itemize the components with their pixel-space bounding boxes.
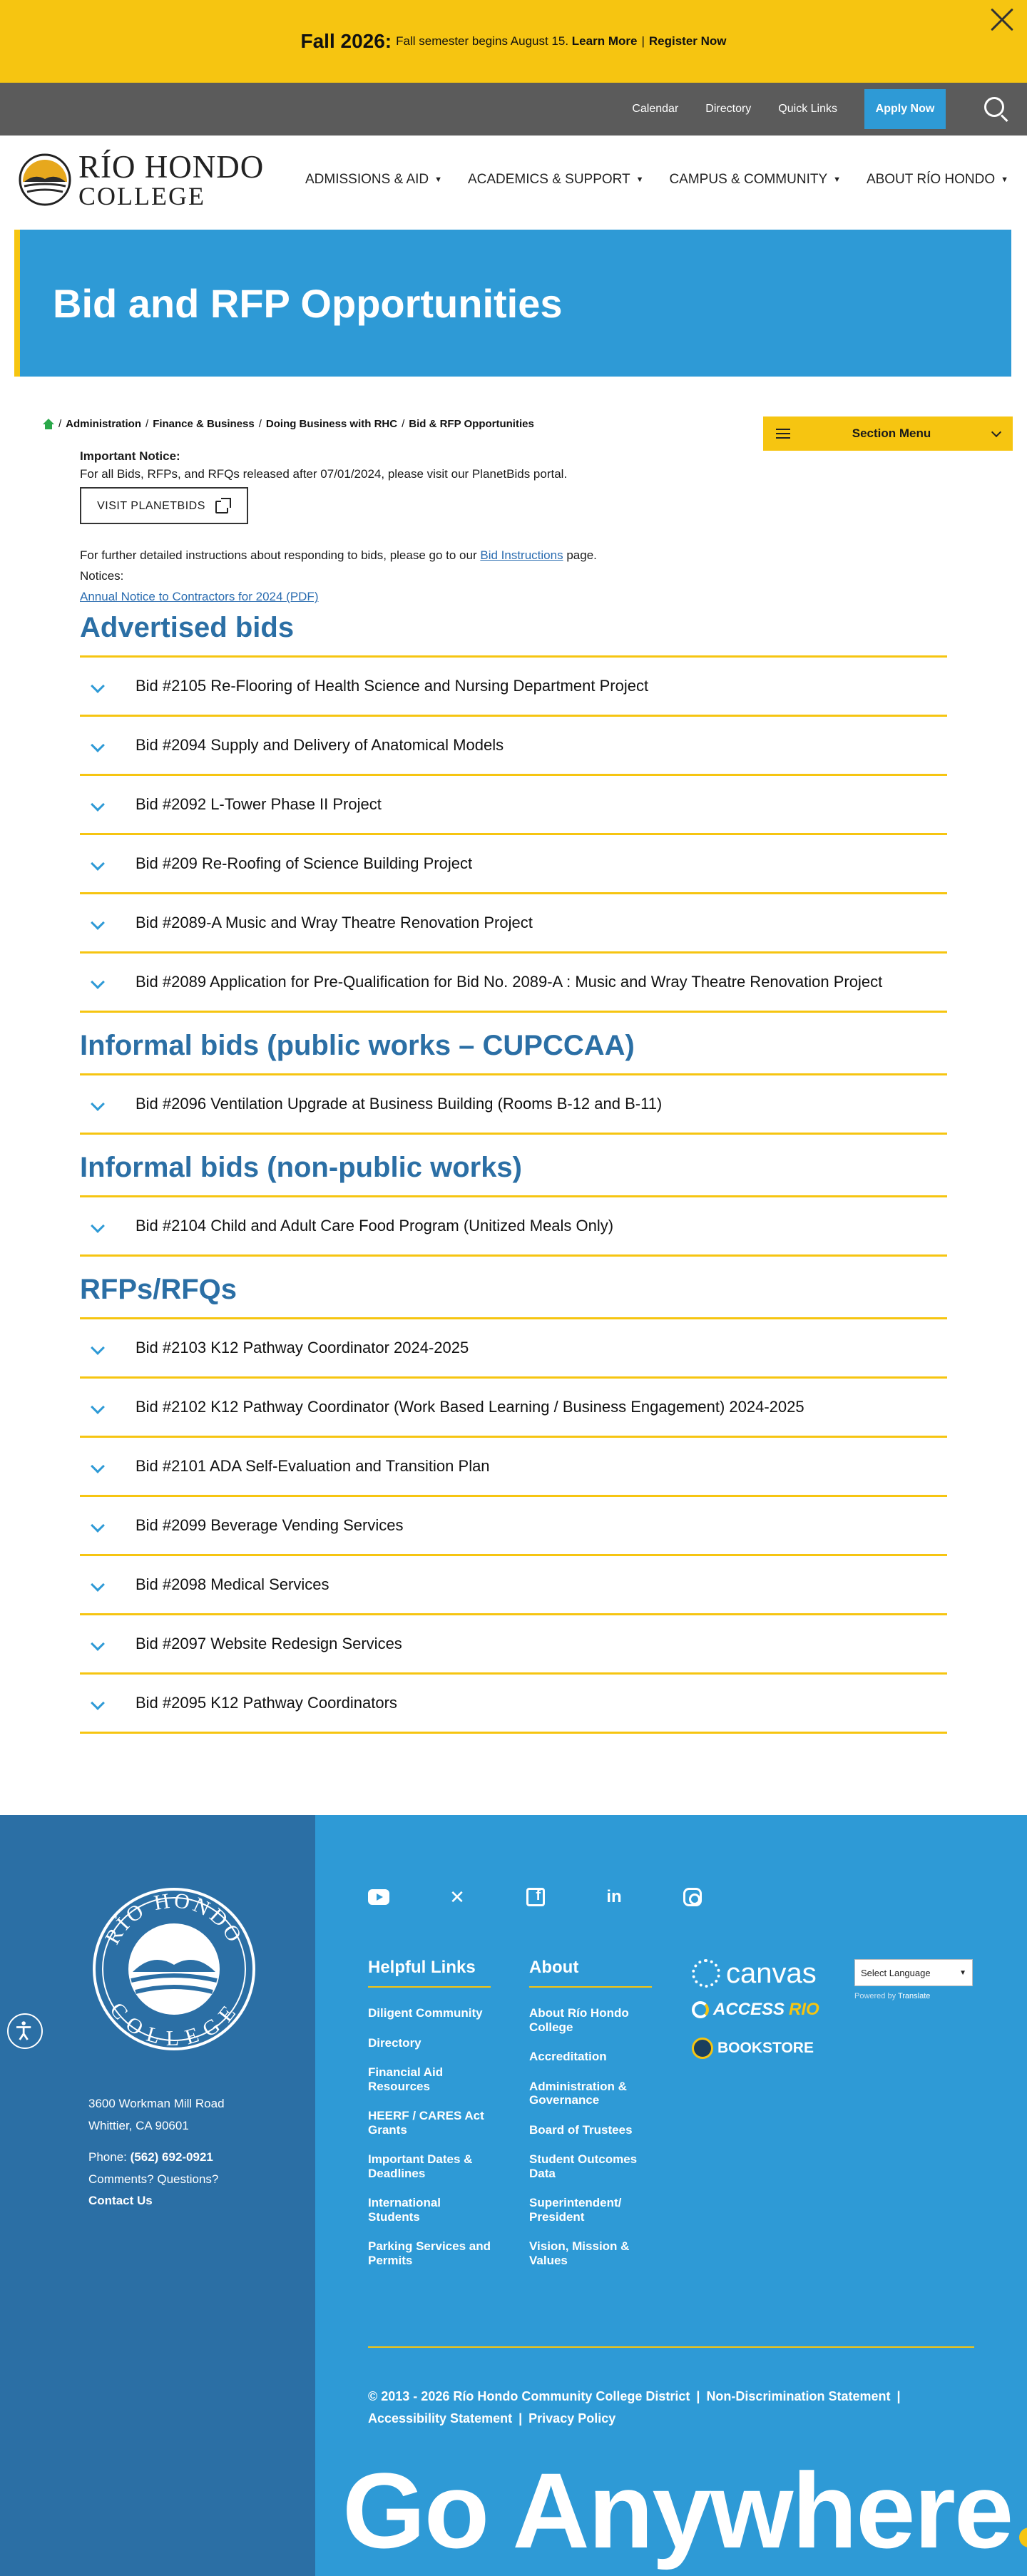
nav-label: CAMPUS & COMMUNITY bbox=[669, 172, 828, 187]
about-link[interactable]: Accreditation bbox=[529, 2050, 607, 2064]
calendar-link[interactable]: Calendar bbox=[632, 103, 679, 115]
logo-mark-icon bbox=[19, 153, 71, 206]
canvas-link[interactable] bbox=[692, 1958, 819, 1989]
chevron-down-icon bbox=[91, 797, 105, 812]
accordion-list bbox=[80, 1317, 947, 1734]
chevron-down-icon bbox=[91, 1637, 105, 1651]
breadcrumb bbox=[43, 418, 534, 430]
accordion-label: Bid #2098 Medical Services bbox=[136, 1575, 329, 1593]
non-discrimination-link[interactable]: Non-Discrimination Statement bbox=[706, 2389, 891, 2403]
accordion-label: Bid #2089-A Music and Wray Theatre Renovation Project bbox=[136, 913, 533, 931]
logo-name: RÍO HONDO bbox=[78, 148, 265, 185]
breadcrumb-current: Bid & RFP Opportunities bbox=[409, 418, 534, 430]
footer bbox=[0, 1815, 1027, 2576]
accordion-item[interactable] bbox=[80, 1438, 947, 1497]
language-select-value: Select Language bbox=[861, 1967, 931, 1978]
helpful-link[interactable]: HEERF / CARES Act Grants bbox=[368, 2109, 484, 2137]
accordion-label: Bid #2101 ADA Self-Evaluation and Transition Plan bbox=[136, 1456, 490, 1475]
bid-instructions bbox=[80, 546, 947, 608]
caret-down-icon: ▼ bbox=[635, 175, 644, 184]
accordion-item[interactable] bbox=[80, 1197, 947, 1257]
comments-label: Comments? Questions? bbox=[88, 2172, 219, 2186]
youtube-icon[interactable] bbox=[368, 1886, 389, 1908]
tagline-dot bbox=[1019, 2528, 1027, 2547]
breadcrumb-separator: / bbox=[258, 418, 262, 430]
copyright: © 2013 - 2026 Río Hondo Community College District | Non-Discrimination Statement | Accessibility Statement | Privacy Policy bbox=[368, 2389, 901, 2426]
access-rio-icon bbox=[692, 2001, 709, 2018]
footer-divider bbox=[368, 2346, 974, 2348]
chevron-down-icon bbox=[91, 857, 105, 871]
helpful-link[interactable]: International Students bbox=[368, 2196, 441, 2224]
canvas-label: canvas bbox=[726, 1957, 817, 1989]
accordion-item[interactable] bbox=[80, 717, 947, 776]
nav-admissions-aid[interactable] bbox=[305, 172, 442, 188]
accordion-list bbox=[80, 1195, 947, 1257]
planetbids-label: VISIT PLANETBIDS bbox=[97, 499, 205, 512]
helpful-link[interactable]: Directory bbox=[368, 2035, 421, 2050]
helpful-link[interactable]: Important Dates & Deadlines bbox=[368, 2152, 473, 2180]
bid-sections bbox=[80, 612, 947, 1734]
caret-down-icon: ▼ bbox=[434, 175, 443, 184]
section-heading: Informal bids (public works – CUPCCAA) bbox=[80, 1029, 635, 1061]
footer-right-panel bbox=[315, 1815, 1027, 2576]
caret-down-icon: ▼ bbox=[959, 1968, 966, 1977]
phone-link[interactable]: (562) 692-0921 bbox=[130, 2150, 213, 2164]
helpful-link[interactable]: Financial Aid Resources bbox=[368, 2065, 444, 2093]
access-label: ACCESS bbox=[713, 2000, 785, 2019]
accessibility-icon[interactable] bbox=[7, 2013, 43, 2049]
visit-planetbids-button[interactable] bbox=[80, 487, 248, 524]
helpful-link[interactable]: Parking Services and Permits bbox=[368, 2239, 491, 2268]
hamburger-icon bbox=[776, 429, 790, 439]
about-link[interactable]: Student Outcomes Data bbox=[529, 2152, 638, 2180]
about-title: About bbox=[529, 1958, 652, 1988]
instructions-text: For further detailed instructions about responding to bids, please go to our bbox=[80, 548, 477, 563]
accordion-item[interactable] bbox=[80, 894, 947, 954]
accordion-item[interactable] bbox=[80, 1379, 947, 1438]
accessibility-statement-link[interactable]: Accessibility Statement bbox=[368, 2411, 513, 2426]
nav-label: ADMISSIONS & AID bbox=[305, 172, 429, 187]
nav-label: ABOUT RÍO HONDO bbox=[866, 172, 996, 187]
instructions-after: page. bbox=[566, 548, 597, 563]
seal-top-text: RÍO HONDO bbox=[101, 1888, 247, 1948]
about-link[interactable]: About Río Hondo College bbox=[529, 2006, 629, 2034]
tagline-text: Go Anywhere bbox=[342, 2450, 1013, 2570]
chevron-down-icon bbox=[91, 1518, 105, 1533]
instructions-line bbox=[80, 546, 947, 566]
accordion-list bbox=[80, 655, 947, 1013]
accordion-item[interactable] bbox=[80, 954, 947, 1013]
chevron-down-icon bbox=[91, 738, 105, 752]
privacy-policy-link[interactable]: Privacy Policy bbox=[528, 2411, 616, 2426]
chevron-down-icon bbox=[91, 1578, 105, 1592]
seal-bottom-text: COLLEGE bbox=[105, 1998, 243, 2050]
phone-line bbox=[88, 2147, 225, 2169]
page-title: Bid and RFP Opportunities bbox=[53, 280, 563, 326]
x-twitter-icon[interactable]: ✕ bbox=[449, 1886, 465, 1908]
section-menu-label: Section Menu bbox=[852, 426, 931, 440]
logo-sub: COLLEGE bbox=[78, 181, 205, 210]
college-seal-icon bbox=[91, 1886, 257, 2052]
about-links-list bbox=[529, 2006, 652, 2268]
helpful-links-column bbox=[368, 1958, 491, 2284]
hero-banner bbox=[14, 230, 1011, 377]
section-menu-button[interactable] bbox=[763, 416, 1013, 451]
alert-separator: | bbox=[641, 34, 645, 48]
breadcrumb-separator: / bbox=[58, 418, 62, 430]
nav-label: ACADEMICS & SUPPORT bbox=[467, 172, 630, 187]
google-translate-link[interactable]: Translate bbox=[897, 1992, 931, 2000]
address-line-2: Whittier, CA 90601 bbox=[88, 2118, 189, 2132]
chevron-down-icon bbox=[91, 1341, 105, 1355]
accordion-label: Bid #2097 Website Redesign Services bbox=[136, 1634, 402, 1652]
rio-label: RIO bbox=[789, 2000, 819, 2019]
canvas-icon bbox=[692, 1959, 720, 1988]
address-line-1: 3600 Workman Mill Road bbox=[88, 2097, 225, 2110]
language-select[interactable] bbox=[854, 1959, 973, 1986]
accordion-item[interactable] bbox=[80, 658, 947, 717]
about-link[interactable]: Administration & Governance bbox=[529, 2079, 627, 2107]
chevron-down-icon bbox=[91, 1696, 105, 1710]
breadcrumb-separator: / bbox=[402, 418, 405, 430]
annual-notice-link[interactable]: Annual Notice to Contractors for 2024 (PDF) bbox=[80, 590, 319, 604]
accordion-label: Bid #2102 K12 Pathway Coordinator (Work Based Learning / Business Engagement) 2024-2025 bbox=[136, 1397, 804, 1416]
helpful-links-list bbox=[368, 2006, 491, 2268]
about-link[interactable]: Board of Trustees bbox=[529, 2122, 633, 2137]
helpful-links-title: Helpful Links bbox=[368, 1958, 491, 1988]
bid-section bbox=[80, 1030, 947, 1135]
main-content bbox=[0, 448, 1027, 1734]
external-link-icon bbox=[215, 498, 231, 513]
footer-tagline bbox=[342, 2450, 1027, 2570]
chevron-down-icon bbox=[91, 916, 105, 930]
accordion-item[interactable] bbox=[80, 1497, 947, 1556]
instagram-icon[interactable] bbox=[682, 1886, 703, 1908]
section-heading: RFPs/RFQs bbox=[80, 1273, 237, 1305]
accordion-label: Bid #2089 Application for Pre-Qualification for Bid No. 2089-A : Music and Wray Theatre Renovation Project bbox=[136, 972, 883, 991]
bid-section bbox=[80, 1274, 947, 1734]
accordion-item[interactable] bbox=[80, 1319, 947, 1379]
home-icon[interactable] bbox=[43, 419, 54, 430]
accordion-label: Bid #209 Re-Roofing of Science Building Project bbox=[136, 854, 473, 872]
apply-now-button[interactable]: Apply Now bbox=[864, 89, 946, 129]
chevron-down-icon bbox=[991, 426, 1001, 436]
main-nav bbox=[305, 172, 1008, 188]
college-logo[interactable] bbox=[19, 148, 284, 210]
chevron-down-icon bbox=[91, 975, 105, 989]
accordion-label: Bid #2105 Re-Flooring of Health Science and Nursing Department Project bbox=[136, 676, 649, 695]
accordion-item[interactable] bbox=[80, 1075, 947, 1135]
accordion-label: Bid #2092 L-Tower Phase II Project bbox=[136, 794, 382, 813]
notice-text: For all Bids, RFPs, and RFQs released after 07/01/2024, please visit our PlanetBids portal. bbox=[80, 466, 568, 481]
linkedin-icon[interactable]: in bbox=[606, 1887, 622, 1906]
caret-down-icon: ▼ bbox=[833, 175, 842, 184]
accordion-label: Bid #2096 Ventilation Upgrade at Business Building (Rooms B-12 and B-11) bbox=[136, 1094, 663, 1113]
accordion-label: Bid #2099 Beverage Vending Services bbox=[136, 1516, 404, 1534]
social-links bbox=[368, 1886, 703, 1908]
bid-section bbox=[80, 612, 947, 1013]
accordion-label: Bid #2104 Child and Adult Care Food Program (Unitized Meals Only) bbox=[136, 1216, 614, 1235]
quick-links-link[interactable]: Quick Links bbox=[778, 103, 837, 115]
alert-title: Fall 2026: bbox=[300, 30, 392, 52]
accordion-label: Bid #2095 K12 Pathway Coordinators bbox=[136, 1693, 397, 1712]
chevron-down-icon bbox=[91, 1459, 105, 1473]
nav-about-rio-hondo[interactable] bbox=[867, 172, 1008, 188]
accordion-list bbox=[80, 1073, 947, 1135]
about-link[interactable]: Superintendent/ President bbox=[529, 2196, 622, 2224]
section-heading: Advertised bids bbox=[80, 611, 295, 643]
bid-section bbox=[80, 1152, 947, 1257]
alert-bar bbox=[0, 0, 1027, 83]
breadcrumb-finance-business[interactable]: Finance & Business bbox=[153, 418, 255, 430]
chevron-down-icon bbox=[91, 1219, 105, 1233]
accordion-item[interactable] bbox=[80, 1675, 947, 1734]
register-now-link[interactable]: Register Now bbox=[648, 34, 727, 48]
accordion-label: Bid #2103 K12 Pathway Coordinator 2024-2025 bbox=[136, 1338, 469, 1356]
accordion-label: Bid #2094 Supply and Delivery of Anatomical Models bbox=[136, 735, 504, 754]
chevron-down-icon bbox=[91, 1400, 105, 1414]
notices-label: Notices: bbox=[80, 569, 124, 583]
notice-title: Important Notice: bbox=[80, 449, 180, 463]
search-icon[interactable] bbox=[983, 96, 1010, 123]
access-rio-link[interactable] bbox=[692, 1999, 819, 2020]
nav-campus-community[interactable] bbox=[669, 172, 841, 188]
accordion-item[interactable] bbox=[80, 776, 947, 835]
chevron-down-icon bbox=[91, 679, 105, 693]
important-notice bbox=[80, 448, 947, 524]
phone-label: Phone: bbox=[88, 2150, 127, 2164]
bid-instructions-link[interactable]: Bid Instructions bbox=[480, 548, 563, 563]
helpful-link[interactable]: Diligent Community bbox=[368, 2006, 483, 2020]
breadcrumb-separator: / bbox=[145, 418, 149, 430]
hero-wrap bbox=[0, 224, 1027, 377]
bookstore-link[interactable] bbox=[692, 2038, 819, 2059]
breadcrumb-administration[interactable]: Administration bbox=[66, 418, 142, 430]
caret-down-icon: ▼ bbox=[1001, 175, 1008, 184]
footer-address bbox=[88, 2093, 225, 2212]
about-link[interactable]: Vision, Mission & Values bbox=[529, 2239, 630, 2268]
bookstore-label: BOOKSTORE bbox=[717, 2040, 814, 2056]
google-translate-credit bbox=[854, 1992, 930, 2000]
utility-bar bbox=[0, 83, 1027, 136]
alert-message: Fall semester begins August 15. bbox=[396, 34, 569, 48]
footer-left-panel bbox=[0, 1815, 315, 2576]
section-heading: Informal bids (non-public works) bbox=[80, 1151, 522, 1183]
bookstore-icon bbox=[692, 2038, 713, 2059]
app-links bbox=[692, 1958, 819, 2059]
powered-by-label: Powered by bbox=[854, 1992, 896, 2000]
chevron-down-icon bbox=[91, 1097, 105, 1111]
breadcrumb-doing-business[interactable]: Doing Business with RHC bbox=[265, 418, 398, 430]
site-header bbox=[0, 136, 1027, 224]
contact-us-link[interactable]: Contact Us bbox=[88, 2194, 153, 2208]
facebook-icon[interactable]: f bbox=[525, 1886, 546, 1908]
accordion-item[interactable] bbox=[80, 1556, 947, 1615]
copyright-text: © 2013 - 2026 Río Hondo Community College District bbox=[368, 2389, 690, 2403]
accordion-item[interactable] bbox=[80, 1615, 947, 1675]
close-icon[interactable] bbox=[986, 4, 1017, 36]
learn-more-link[interactable]: Learn More bbox=[571, 34, 638, 48]
nav-academics-support[interactable] bbox=[468, 172, 644, 188]
accordion-item[interactable] bbox=[80, 835, 947, 894]
about-column bbox=[529, 1958, 652, 2284]
crumb-row bbox=[0, 377, 1027, 448]
directory-link[interactable]: Directory bbox=[705, 103, 752, 115]
